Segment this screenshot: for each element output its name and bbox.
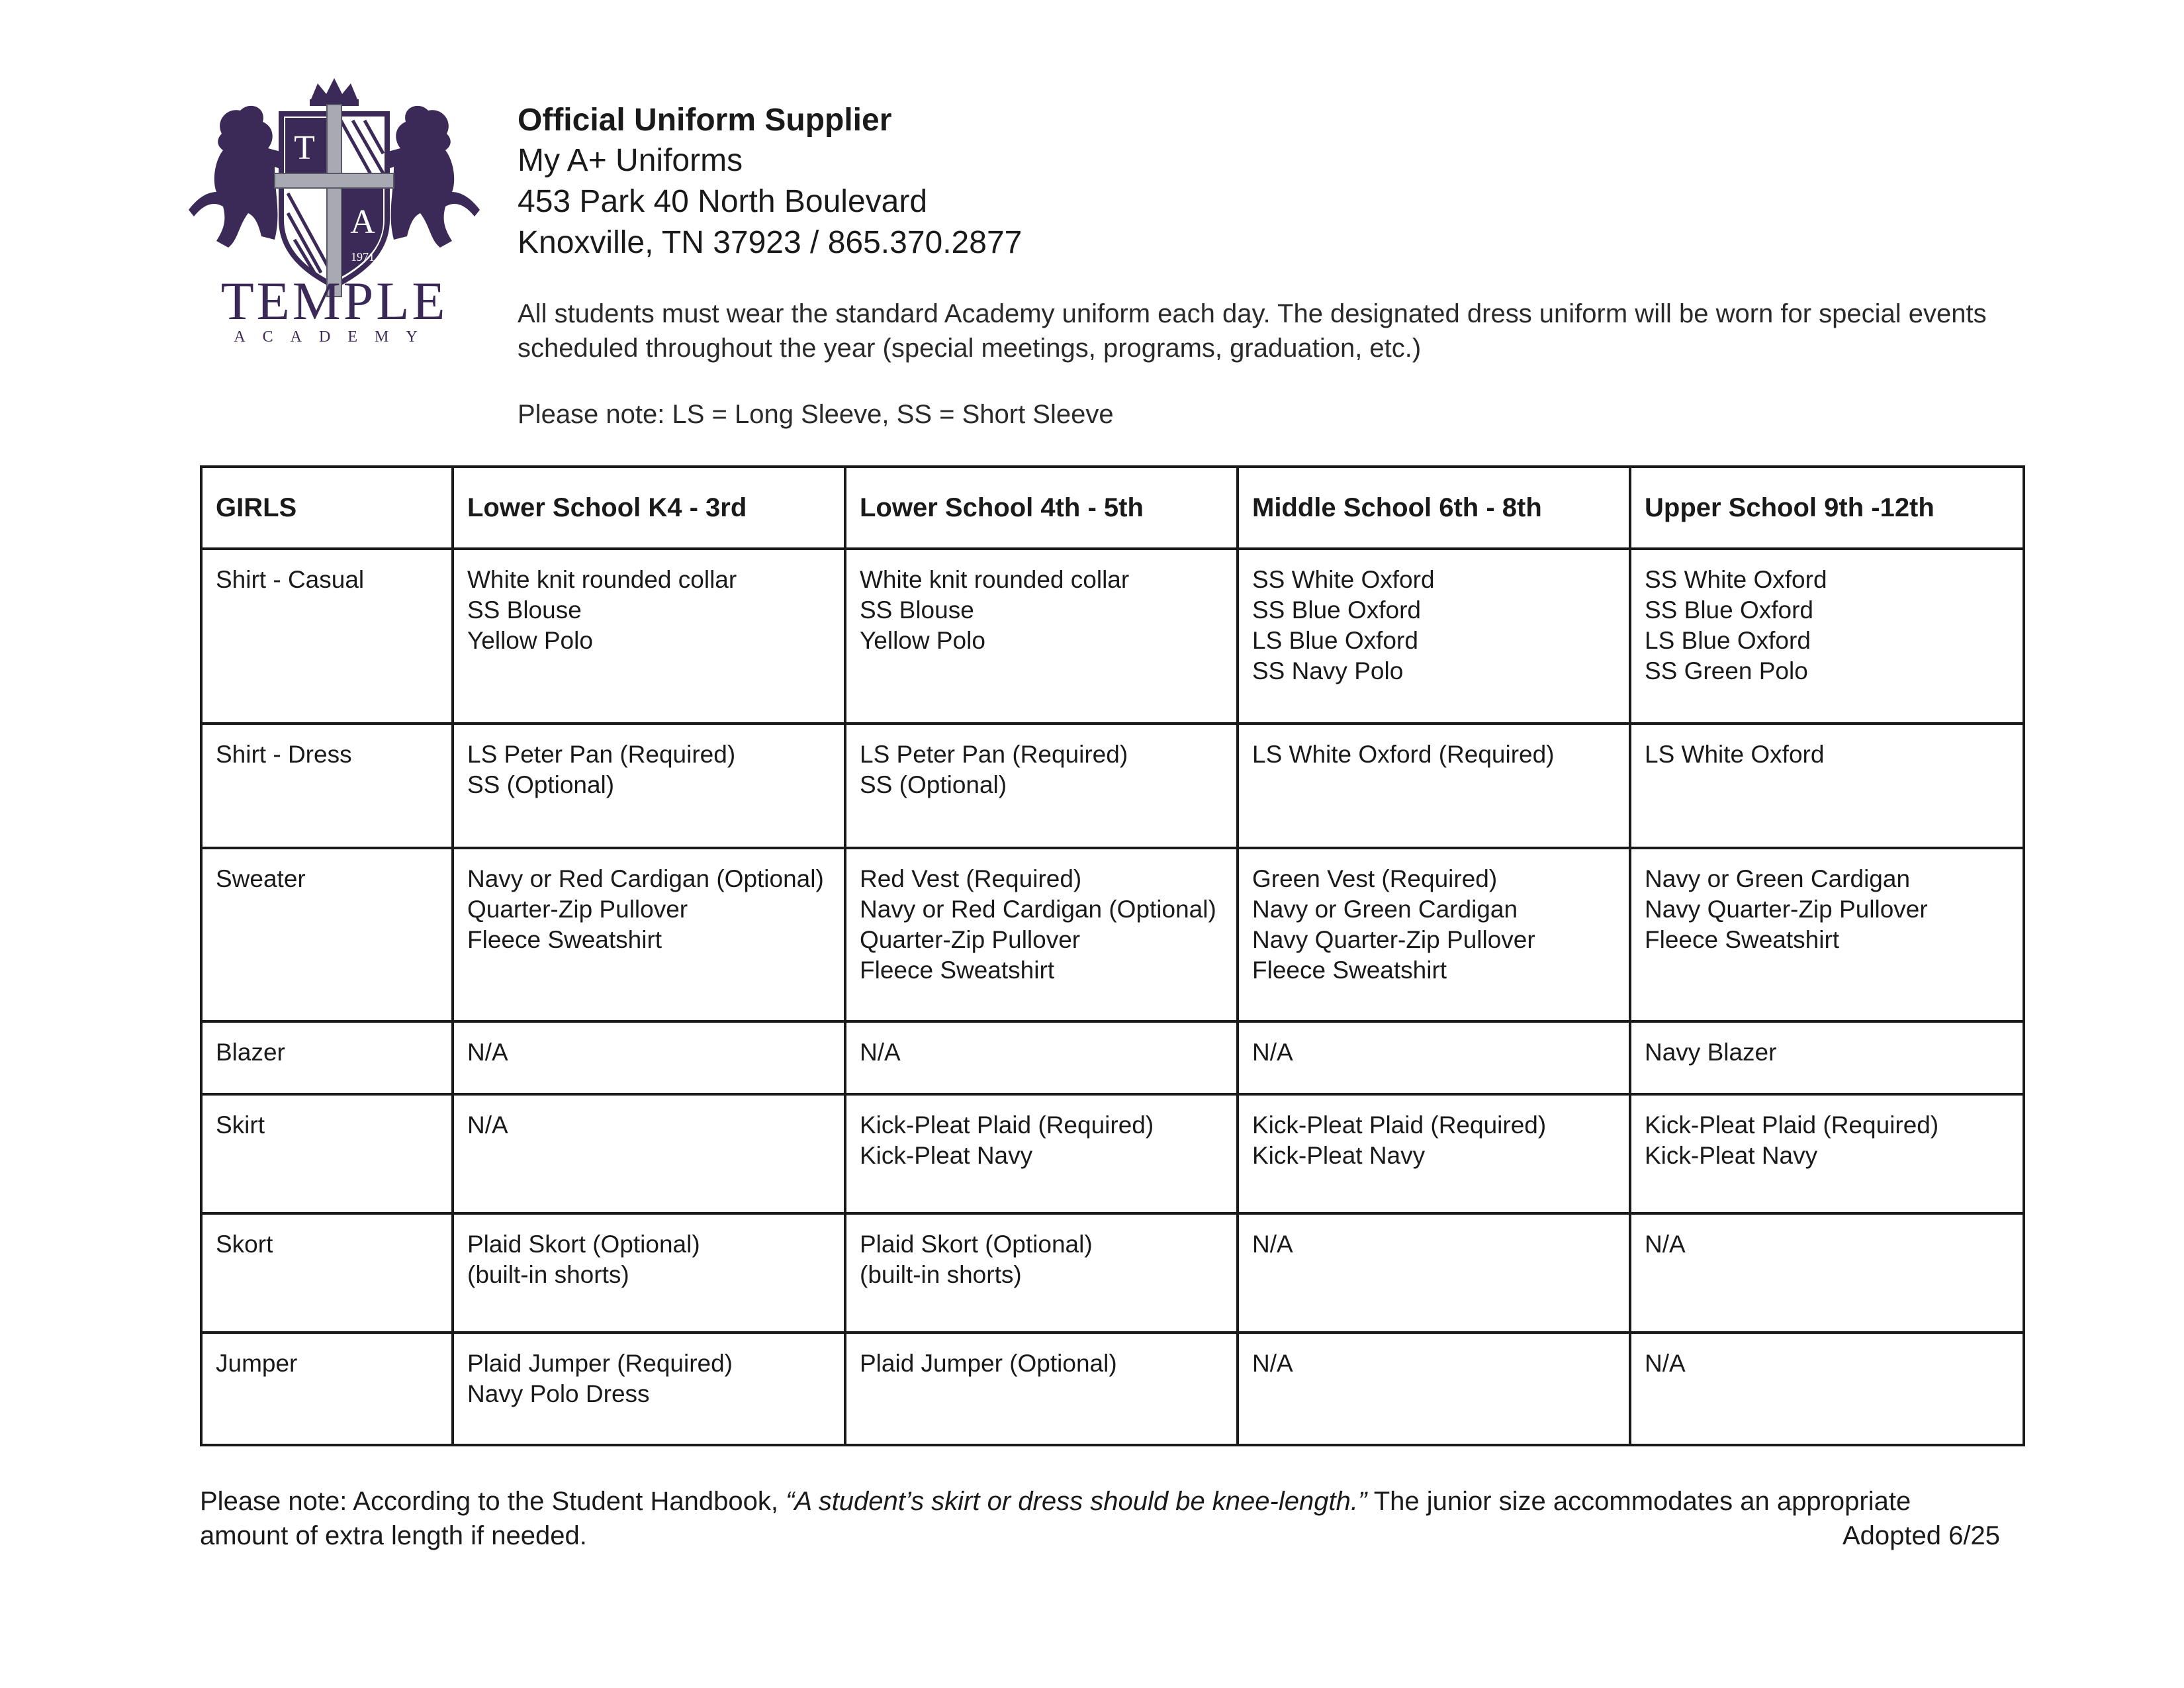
table-cell (1238, 1213, 1630, 1333)
header-middle-6-8: Middle School 6th - 8th (1238, 467, 1630, 549)
cell-line: Kick-Pleat Plaid (Required) (1645, 1111, 1939, 1139)
cell-line: Navy or Red Cardigan (Optional) (860, 896, 1216, 923)
header-lower-k4-3: Lower School K4 - 3rd (453, 467, 845, 549)
svg-text:1971: 1971 (351, 250, 375, 263)
footer-suffix: The junior size accommodates an appropriate amount of extra length if needed. (200, 1487, 1911, 1550)
table-cell (1630, 724, 2024, 848)
table-cell (845, 1213, 1238, 1333)
table-cell (1238, 848, 1630, 1021)
cell-line: Kick-Pleat Navy (860, 1142, 1033, 1169)
table-header-row (201, 467, 2024, 549)
cell-line: Navy Polo Dress (467, 1380, 650, 1407)
footer-prefix: Please note: According to the Student Handbook, (200, 1487, 786, 1516)
table-row (201, 724, 2024, 848)
table-row (201, 1021, 2024, 1094)
supplier-name: My A+ Uniforms (518, 143, 743, 178)
cell-line: Kick-Pleat Navy (1645, 1142, 1818, 1169)
cell-line: Navy or Green Cardigan (1645, 865, 1911, 892)
cell-line: Navy Quarter-Zip Pullover (1252, 926, 1535, 953)
abbreviation-note: Please note: LS = Long Sleeve, SS = Short Sleeve (518, 400, 1114, 429)
cell-line: (built-in shorts) (467, 1261, 629, 1288)
table-cell (1238, 1333, 1630, 1445)
table-cell (453, 549, 845, 724)
row-label: Skort (201, 1213, 453, 1333)
cell-line: Quarter-Zip Pullover (467, 896, 688, 923)
table-cell (845, 1094, 1238, 1213)
crest-icon (175, 74, 493, 346)
table-cell (1630, 549, 2024, 724)
cell-line: Navy Quarter-Zip Pullover (1645, 896, 1928, 923)
table-row (201, 549, 2024, 724)
table-cell (1238, 1021, 1630, 1094)
cell-line: SS Blouse (467, 596, 582, 624)
cell-line: Fleece Sweatshirt (1645, 926, 1840, 953)
uniform-table (200, 465, 2025, 1446)
table-cell (453, 1213, 845, 1333)
cell-line: N/A (1252, 1039, 1293, 1066)
table-cell (1238, 549, 1630, 724)
table-cell (845, 848, 1238, 1021)
cell-line: SS Blue Oxford (1252, 596, 1422, 624)
supplier-heading: Official Uniform Supplier (518, 103, 892, 138)
svg-text:A: A (350, 203, 375, 241)
cell-line: Red Vest (Required) (860, 865, 1082, 892)
cell-line: Navy or Green Cardigan (1252, 896, 1518, 923)
cell-line: LS Peter Pan (Required) (860, 741, 1128, 768)
cell-line: LS White Oxford (1645, 741, 1825, 768)
cell-line: White knit rounded collar (467, 566, 737, 593)
cell-line: N/A (467, 1039, 508, 1066)
cell-line: Yellow Polo (467, 627, 593, 654)
table-body (201, 549, 2024, 1445)
header-girls: GIRLS (201, 467, 453, 549)
table-row (201, 1213, 2024, 1333)
cell-line: Navy or Red Cardigan (Optional) (467, 865, 824, 892)
supplier-city-phone: Knoxville, TN 37923 / 865.370.2877 (518, 225, 1023, 260)
table-cell (453, 724, 845, 848)
supplier-address: 453 Park 40 North Boulevard (518, 184, 928, 219)
cell-line: Fleece Sweatshirt (467, 926, 662, 953)
table-cell (845, 724, 1238, 848)
cell-line: Kick-Pleat Plaid (Required) (1252, 1111, 1547, 1139)
supplier-block (518, 101, 2040, 263)
table-cell (1630, 1333, 2024, 1445)
intro-paragraph: All students must wear the standard Academy uniform each day. The designated dress uniform will be worn for special events scheduled throughout the year (special meetings, programs, graduation, etc.) (518, 299, 1987, 363)
cell-line: Quarter-Zip Pullover (860, 926, 1081, 953)
table-cell (453, 848, 845, 1021)
cell-line: N/A (1252, 1231, 1293, 1258)
cell-line: Fleece Sweatshirt (860, 957, 1055, 984)
table-cell (845, 1021, 1238, 1094)
cell-line: Green Vest (Required) (1252, 865, 1498, 892)
footer-note (200, 1484, 2000, 1553)
cell-line: Plaid Skort (Optional) (467, 1231, 700, 1258)
cell-line: N/A (1645, 1231, 1686, 1258)
cell-line: N/A (860, 1039, 901, 1066)
table-cell (1630, 1213, 2024, 1333)
cell-line: (built-in shorts) (860, 1261, 1022, 1288)
row-label: Jumper (201, 1333, 453, 1445)
row-label: Shirt - Dress (201, 724, 453, 848)
table-cell (1630, 1094, 2024, 1213)
cell-line: LS Blue Oxford (1252, 627, 1418, 654)
svg-text:TEMPLE: TEMPLE (220, 271, 448, 331)
cell-line: SS (Optional) (467, 771, 615, 798)
cell-line: N/A (1645, 1350, 1686, 1377)
row-label: Sweater (201, 848, 453, 1021)
table-row (201, 1333, 2024, 1445)
cell-line: LS Peter Pan (Required) (467, 741, 736, 768)
cell-line: Fleece Sweatshirt (1252, 957, 1447, 984)
cell-line: SS Blue Oxford (1645, 596, 1814, 624)
cell-line: SS (Optional) (860, 771, 1007, 798)
table-cell (1238, 1094, 1630, 1213)
cell-line: SS Blouse (860, 596, 974, 624)
svg-text:ACADEMY: ACADEMY (234, 328, 435, 346)
cell-line: LS Blue Oxford (1645, 627, 1811, 654)
header-upper-9-12: Upper School 9th -12th (1630, 467, 2024, 549)
table-cell (1630, 1021, 2024, 1094)
cell-line: White knit rounded collar (860, 566, 1130, 593)
table-cell (1630, 848, 2024, 1021)
table-cell (453, 1094, 845, 1213)
table-cell (453, 1021, 845, 1094)
table-cell (845, 549, 1238, 724)
table-cell (845, 1333, 1238, 1445)
table-row (201, 1094, 2024, 1213)
footer-quote: “A student’s skirt or dress should be knee-length.” (786, 1487, 1367, 1516)
table-cell (1238, 724, 1630, 848)
cell-line: LS White Oxford (Required) (1252, 741, 1555, 768)
cell-line: Navy Blazer (1645, 1039, 1777, 1066)
table-cell (453, 1333, 845, 1445)
cell-line: SS Green Polo (1645, 657, 1808, 684)
table-row (201, 848, 2024, 1021)
cell-line: SS Navy Polo (1252, 657, 1404, 684)
cell-line: SS White Oxford (1645, 566, 1827, 593)
cell-line: N/A (467, 1111, 508, 1139)
cell-line: SS White Oxford (1252, 566, 1435, 593)
header-lower-4-5: Lower School 4th - 5th (845, 467, 1238, 549)
row-label: Shirt - Casual (201, 549, 453, 724)
svg-text:T: T (294, 129, 315, 167)
cell-line: N/A (1252, 1350, 1293, 1377)
cell-line: Kick-Pleat Plaid (Required) (860, 1111, 1154, 1139)
cell-line: Plaid Skort (Optional) (860, 1231, 1093, 1258)
cell-line: Plaid Jumper (Optional) (860, 1350, 1117, 1377)
adopted-date: Adopted 6/25 (1843, 1521, 2000, 1550)
row-label: Skirt (201, 1094, 453, 1213)
row-label: Blazer (201, 1021, 453, 1094)
cell-line: Kick-Pleat Navy (1252, 1142, 1426, 1169)
cell-line: Yellow Polo (860, 627, 985, 654)
temple-academy-logo (175, 74, 493, 346)
cell-line: Plaid Jumper (Required) (467, 1350, 733, 1377)
